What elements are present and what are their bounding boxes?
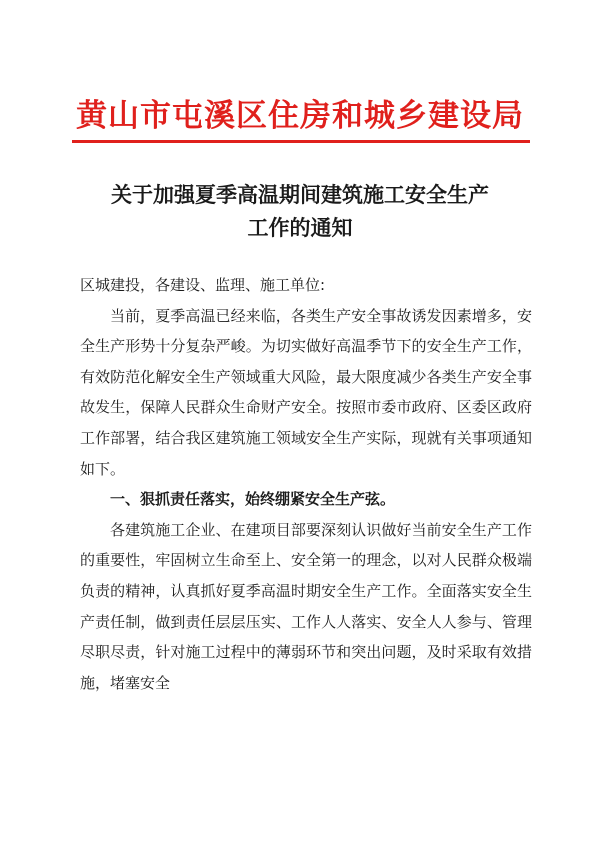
issuing-authority: 黄山市屯溪区住房和城乡建设局	[76, 98, 524, 134]
red-header-rule	[72, 140, 530, 143]
salutation: 区城建投，各建设、监理、施工单位:	[80, 276, 326, 294]
title-line-1: 关于加强夏季高温期间建筑施工安全生产	[111, 182, 489, 207]
document-body	[80, 270, 532, 698]
document-title	[60, 178, 540, 244]
title-line-2: 工作的通知	[247, 215, 353, 240]
body-paragraph: 各建筑施工企业、在建项目部要深刻认识做好当前安全生产工作的重要性，牢固树立生命至上、安全第一的理念，以对人民群众极端负责的精神，认真抓好夏季高温时期安全生产工作。全面落实安全生产责任制，做到责任层层压实、工作人人落实、安全人人参与、管理尽职尽责，针对施工过程中的薄弱环节和突出问题，及时采取有效措施，堵塞安全	[80, 520, 532, 692]
body-paragraph: 当前，夏季高温已经来临，各类生产安全事故诱发因素增多，安全生产形势十分复杂严峻。为切实做好高温季节下的安全生产工作，有效防范化解安全生产领域重大风险，最大限度减少各类生产安全事故发生，保障人民群众生命财产安全。按照市委市政府、区委区政府工作部署，结合我区建筑施工领域安全生产实际，现就有关事项通知如下。	[80, 306, 532, 478]
section-heading: 一、狠抓责任落实，始终绷紧安全生产弦。	[110, 490, 396, 509]
document-header	[0, 96, 600, 136]
